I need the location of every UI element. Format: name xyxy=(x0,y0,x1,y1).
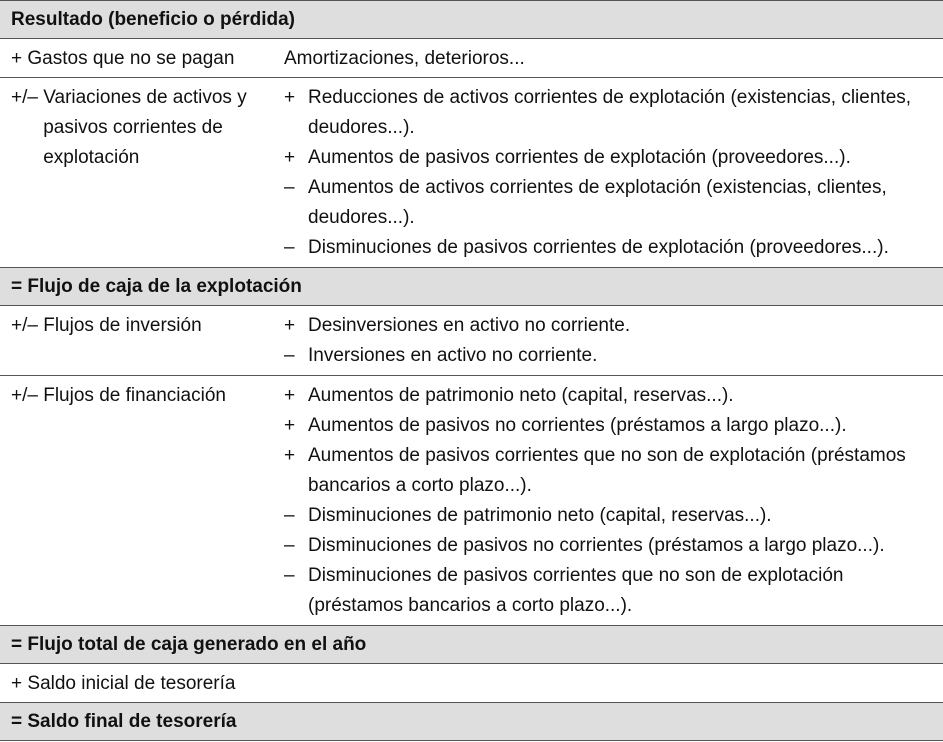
row-financiacion-left xyxy=(0,381,284,621)
list-item xyxy=(284,311,925,341)
item-text: Disminuciones de pasivos corrientes que no son de explotación (préstamos bancarios a corto plazo...). xyxy=(308,565,844,616)
row-gastos-sign: + xyxy=(11,48,23,69)
item-sign: + xyxy=(284,87,296,108)
item-text: Aumentos de pasivos no corrientes (préstamos a largo plazo...). xyxy=(308,415,847,436)
row-variaciones xyxy=(0,78,943,268)
row-gastos-detail: Amortizaciones, deterioros... xyxy=(284,48,525,69)
row-gastos-left xyxy=(0,39,284,77)
row-saldo-inicial-label: Saldo inicial de tesorería xyxy=(27,673,236,694)
item-text: Desinversiones en activo no corriente. xyxy=(308,315,631,336)
row-variaciones-left xyxy=(0,83,284,263)
list-item xyxy=(284,341,925,371)
row-variaciones-label: Variaciones de activos y pasivos corrientes de explotación xyxy=(43,87,247,168)
item-sign: + xyxy=(284,147,296,168)
row-gastos xyxy=(0,39,943,78)
list-item xyxy=(284,411,925,441)
list-item xyxy=(284,381,925,411)
row-saldo-inicial xyxy=(0,664,943,703)
list-item xyxy=(284,233,925,263)
item-text: Reducciones de activos corrientes de explotación (existencias, clientes, deudores...). xyxy=(308,87,912,138)
row-saldo-inicial-left xyxy=(0,664,943,702)
item-sign: – xyxy=(284,237,295,258)
item-text: Disminuciones de patrimonio neto (capital, reservas...). xyxy=(308,505,772,526)
row-inversion-sign: +/– xyxy=(11,315,38,336)
row-inversion-items xyxy=(284,311,943,371)
header-flujo-explotacion: = Flujo de caja de la explotación xyxy=(0,268,943,306)
list-item xyxy=(284,83,925,143)
row-financiacion-sign: +/– xyxy=(11,385,38,406)
row-financiacion xyxy=(0,376,943,626)
item-sign: – xyxy=(284,565,295,586)
item-text: Disminuciones de pasivos corrientes de explotación (proveedores...). xyxy=(308,237,889,258)
row-saldo-inicial-sign: + xyxy=(11,673,23,694)
list-item xyxy=(284,561,925,621)
item-sign: – xyxy=(284,535,295,556)
header-resultado: Resultado (beneficio o pérdida) xyxy=(0,1,943,39)
header-saldo-final: = Saldo final de tesorería xyxy=(0,703,943,741)
header-flujo-total: = Flujo total de caja generado en el año xyxy=(0,626,943,664)
row-gastos-label: Gastos que no se pagan xyxy=(27,48,235,69)
item-text: Aumentos de patrimonio neto (capital, reservas...). xyxy=(308,385,734,406)
item-text: Aumentos de pasivos corrientes de explotación (proveedores...). xyxy=(308,147,851,168)
row-variaciones-items xyxy=(284,83,943,263)
item-sign: + xyxy=(284,445,296,466)
row-financiacion-label: Flujos de financiación xyxy=(43,385,226,406)
list-item xyxy=(284,143,925,173)
row-inversion-label: Flujos de inversión xyxy=(43,315,202,336)
row-variaciones-sign: +/– xyxy=(11,87,38,108)
row-inversion xyxy=(0,306,943,376)
item-sign: + xyxy=(284,415,296,436)
list-item xyxy=(284,531,925,561)
row-inversion-left xyxy=(0,311,284,371)
row-financiacion-items xyxy=(284,381,943,621)
list-item xyxy=(284,441,925,501)
item-text: Disminuciones de pasivos no corrientes (préstamos a largo plazo...). xyxy=(308,535,885,556)
item-text: Aumentos de activos corrientes de explotación (existencias, clientes, deudores...). xyxy=(308,177,887,228)
list-item xyxy=(284,501,925,531)
item-text: Inversiones en activo no corriente. xyxy=(308,345,598,366)
item-sign: + xyxy=(284,385,296,406)
item-sign: – xyxy=(284,177,295,198)
item-sign: – xyxy=(284,505,295,526)
item-text: Aumentos de pasivos corrientes que no son de explotación (préstamos bancarios a corto plazo...). xyxy=(308,445,906,496)
item-sign: + xyxy=(284,315,296,336)
item-sign: – xyxy=(284,345,295,366)
list-item xyxy=(284,173,925,233)
